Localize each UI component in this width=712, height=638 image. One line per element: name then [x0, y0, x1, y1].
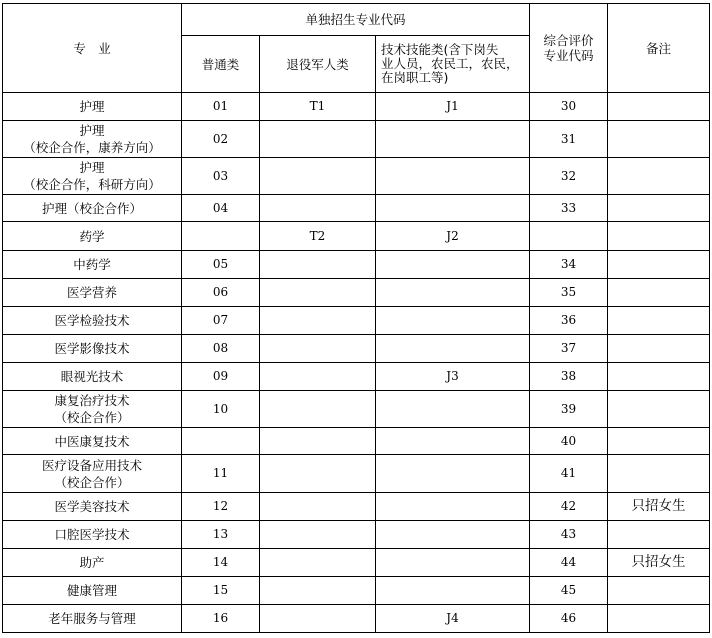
tech-skill-code-cell: J3: [376, 363, 530, 391]
major-cell: [3, 307, 182, 335]
tech-skill-code-cell: [376, 121, 530, 158]
comprehensive-code-cell: 44: [530, 549, 608, 577]
major-cell: [3, 158, 182, 195]
major-line: 眼视光技术: [60, 369, 124, 384]
table-row: [3, 493, 710, 521]
table-row: [3, 363, 710, 391]
general-code-cell: [182, 428, 260, 455]
comprehensive-code-cell: 39: [530, 391, 608, 428]
table-row: [3, 335, 710, 363]
remark-cell: [608, 251, 710, 279]
major-cell: [3, 521, 182, 549]
general-code-cell: 10: [182, 391, 260, 428]
major-cell: [3, 93, 182, 121]
veteran-code-cell: [260, 521, 376, 549]
comprehensive-code-cell: 38: [530, 363, 608, 391]
major-cell: [3, 493, 182, 521]
remark-cell: [608, 195, 710, 222]
major-cell: [3, 279, 182, 307]
remark-cell: [608, 455, 710, 493]
tech-skill-code-cell: [376, 493, 530, 521]
remark-cell: [608, 577, 710, 605]
major-line: 护理: [79, 99, 105, 114]
major-cell: [3, 428, 182, 455]
major-line: 医学检验技术: [54, 313, 130, 328]
comprehensive-code-cell: 30: [530, 93, 608, 121]
major-line: （校企合作）: [54, 410, 130, 425]
major-line: 中药学: [73, 257, 111, 272]
veteran-code-cell: [260, 307, 376, 335]
general-code-cell: 11: [182, 455, 260, 493]
general-code-cell: 03: [182, 158, 260, 195]
tech-skill-code-cell: [376, 279, 530, 307]
header-tech-line: 业人员，农民工，农民，: [381, 56, 519, 71]
table-row: [3, 428, 710, 455]
table-row: [3, 279, 710, 307]
veteran-code-cell: [260, 577, 376, 605]
comprehensive-code-cell: 46: [530, 605, 608, 633]
major-line: 护理（校企合作）: [41, 200, 142, 216]
veteran-code-cell: [260, 493, 376, 521]
header-tech-line: 在岗职工等): [381, 70, 449, 85]
general-code-cell: 01: [182, 93, 260, 121]
comprehensive-code-cell: 35: [530, 279, 608, 307]
comprehensive-code-cell: 37: [530, 335, 608, 363]
remark-cell: [608, 605, 710, 633]
tech-skill-code-cell: [376, 307, 530, 335]
major-cell: [3, 121, 182, 158]
major-line: 康复治疗技术: [54, 393, 130, 408]
veteran-code-cell: [260, 455, 376, 493]
veteran-code-cell: [260, 605, 376, 633]
major-line: 医学影像技术: [54, 341, 130, 356]
table-row: [3, 93, 710, 121]
veteran-code-cell: [260, 279, 376, 307]
comprehensive-code-cell: 33: [530, 195, 608, 222]
veteran-code-cell: [260, 251, 376, 279]
major-line: 老年服务与管理: [48, 611, 136, 626]
header-tech-line: 技术技能类(含下岗失: [381, 42, 499, 57]
general-code-cell: 16: [182, 605, 260, 633]
tech-skill-code-cell: [376, 195, 530, 222]
comprehensive-code-cell: 40: [530, 428, 608, 455]
remark-cell: [608, 222, 710, 251]
major-cell: [3, 577, 182, 605]
table-row: [3, 158, 710, 195]
remark-cell: [608, 158, 710, 195]
table-row: [3, 222, 710, 251]
tech-skill-code-cell: [376, 391, 530, 428]
veteran-code-cell: T1: [260, 93, 376, 121]
major-line: 健康管理: [66, 583, 117, 598]
major-line: （校企合作）: [54, 474, 130, 490]
table-row: [3, 195, 710, 222]
comprehensive-code-cell: 36: [530, 307, 608, 335]
major-cell: [3, 251, 182, 279]
general-code-cell: 06: [182, 279, 260, 307]
comprehensive-code-cell: [530, 222, 608, 251]
veteran-code-cell: [260, 428, 376, 455]
major-line: 护理: [79, 160, 105, 175]
tech-skill-code-cell: J4: [376, 605, 530, 633]
header-major: 专 业: [3, 4, 182, 93]
table-row: [3, 521, 710, 549]
major-line: 医学营养: [66, 285, 117, 300]
tech-skill-code-cell: [376, 577, 530, 605]
major-cell: [3, 222, 182, 251]
major-line: 医疗设备应用技术: [41, 457, 142, 473]
header-general: 普通类: [182, 36, 260, 93]
major-cell: [3, 455, 182, 493]
major-cell: [3, 605, 182, 633]
tech-skill-code-cell: [376, 251, 530, 279]
general-code-cell: 04: [182, 195, 260, 222]
veteran-code-cell: T2: [260, 222, 376, 251]
major-line: 医学美容技术: [54, 499, 130, 514]
major-cell: [3, 549, 182, 577]
general-code-cell: 08: [182, 335, 260, 363]
header-tech-skill: [376, 36, 530, 93]
tech-skill-code-cell: [376, 158, 530, 195]
general-code-cell: 02: [182, 121, 260, 158]
tech-skill-code-cell: [376, 455, 530, 493]
header-single-enrollment: 单独招生专业代码: [182, 4, 530, 36]
veteran-code-cell: [260, 121, 376, 158]
major-cell: [3, 195, 182, 222]
header-comprehensive: [530, 4, 608, 93]
table-row: [3, 577, 710, 605]
major-cell: [3, 363, 182, 391]
major-code-table: [2, 3, 710, 633]
major-line: 口腔医学技术: [54, 527, 130, 542]
major-cell: [3, 335, 182, 363]
tech-skill-code-cell: [376, 549, 530, 577]
general-code-cell: 14: [182, 549, 260, 577]
general-code-cell: 05: [182, 251, 260, 279]
comprehensive-code-cell: 34: [530, 251, 608, 279]
tech-skill-code-cell: J2: [376, 222, 530, 251]
general-code-cell: 13: [182, 521, 260, 549]
veteran-code-cell: [260, 335, 376, 363]
remark-cell: [608, 391, 710, 428]
remark-cell: [608, 93, 710, 121]
table-row: [3, 121, 710, 158]
header-comprehensive-line: 综合评价: [543, 33, 594, 48]
veteran-code-cell: [260, 391, 376, 428]
comprehensive-code-cell: 42: [530, 493, 608, 521]
general-code-cell: 07: [182, 307, 260, 335]
comprehensive-code-cell: 41: [530, 455, 608, 493]
major-line: 护理: [79, 123, 105, 138]
remark-cell: [608, 335, 710, 363]
general-code-cell: 12: [182, 493, 260, 521]
comprehensive-code-cell: 31: [530, 121, 608, 158]
major-line: 助产: [79, 555, 105, 570]
general-code-cell: 09: [182, 363, 260, 391]
remark-cell: [608, 428, 710, 455]
table-row: [3, 251, 710, 279]
veteran-code-cell: [260, 363, 376, 391]
major-cell: [3, 391, 182, 428]
tech-skill-code-cell: [376, 521, 530, 549]
remark-cell: [608, 121, 710, 158]
remark-cell: [608, 279, 710, 307]
table-row: [3, 391, 710, 428]
header-comprehensive-line: 专业代码: [543, 48, 594, 63]
veteran-code-cell: [260, 158, 376, 195]
comprehensive-code-cell: 45: [530, 577, 608, 605]
table-row: [3, 455, 710, 493]
major-line: 中医康复技术: [54, 433, 130, 449]
header-row-1: [3, 4, 710, 36]
header-remarks: 备注: [608, 4, 710, 93]
major-line: （校企合作，康养方向）: [23, 140, 161, 155]
comprehensive-code-cell: 43: [530, 521, 608, 549]
table-row: [3, 307, 710, 335]
remark-cell: [608, 307, 710, 335]
remark-cell: [608, 521, 710, 549]
veteran-code-cell: [260, 549, 376, 577]
table-row: [3, 605, 710, 633]
remark-cell: [608, 363, 710, 391]
major-line: 药学: [79, 228, 105, 244]
table-row: [3, 549, 710, 577]
comprehensive-code-cell: 32: [530, 158, 608, 195]
general-code-cell: 15: [182, 577, 260, 605]
major-line: （校企合作，科研方向）: [23, 177, 161, 192]
tech-skill-code-cell: [376, 335, 530, 363]
general-code-cell: [182, 222, 260, 251]
tech-skill-code-cell: [376, 428, 530, 455]
tech-skill-code-cell: J1: [376, 93, 530, 121]
remark-cell: 只招女生: [608, 493, 710, 521]
veteran-code-cell: [260, 195, 376, 222]
header-veteran: 退役军人类: [260, 36, 376, 93]
remark-cell: 只招女生: [608, 549, 710, 577]
